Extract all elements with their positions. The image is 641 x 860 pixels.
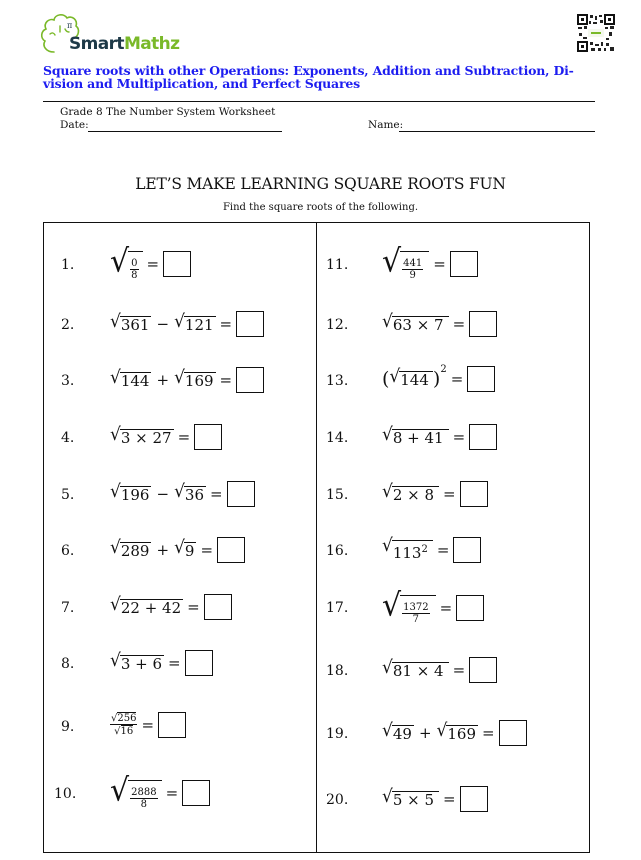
answer-box-3[interactable] [236, 367, 264, 393]
answer-box-12[interactable] [469, 311, 497, 337]
worksheet-subtitle: Grade 8 The Number System Worksheet [60, 106, 276, 118]
problem-number: 11. [326, 257, 349, 273]
problem-12-expression: √ 63 × 7 = [382, 311, 497, 337]
qr-code-icon [577, 14, 615, 52]
answer-box-5[interactable] [227, 481, 255, 507]
problem-14-expression: √ 8 + 41 = [382, 424, 497, 450]
date-field[interactable] [88, 131, 282, 132]
answer-box-10[interactable] [182, 780, 210, 806]
problem-3-expression: √ 144 + √ 169 = [110, 367, 264, 393]
problem-9-expression: $\frac{√256}{√16}$ = [110, 712, 186, 738]
answer-box-15[interactable] [460, 481, 488, 507]
answer-box-11[interactable] [450, 251, 478, 277]
problem-17-expression: √ $\frac{1372}{7}$ = [382, 591, 484, 625]
answer-box-13[interactable] [467, 366, 495, 392]
answer-box-18[interactable] [469, 657, 497, 683]
problem-2-expression: √ 361 − √ 121 = [110, 311, 264, 337]
problem-number: 12. [326, 317, 349, 333]
answer-box-6[interactable] [217, 537, 245, 563]
problem-18-expression: √ 81 × 4 = [382, 657, 497, 683]
problem-number: 14. [326, 430, 349, 446]
worksheet-title: Square roots with other Operations: Exponents, Addition and Subtraction, Di- vision and Multiplication, and Perfect Squares [43, 63, 574, 91]
answer-box-9[interactable] [158, 712, 186, 738]
problem-number: 9. [61, 719, 75, 735]
problem-7-expression: √ 22 + 42 = [110, 594, 232, 620]
qr-code[interactable] [577, 14, 615, 52]
date-label: Date: [60, 119, 89, 131]
answer-box-8[interactable] [185, 650, 213, 676]
problem-13-expression: ( √ 144 ) $^2$ = [382, 366, 495, 392]
name-label: Name: [368, 119, 404, 131]
problem-10-expression: √ $\frac{2888}{8}$ = [110, 776, 210, 810]
name-field[interactable] [399, 131, 595, 132]
answer-box-2[interactable] [236, 311, 264, 337]
answer-box-7[interactable] [204, 594, 232, 620]
worksheet-heading: LET’S MAKE LEARNING SQUARE ROOTS FUN [135, 175, 506, 193]
problem-number: 4. [61, 430, 75, 446]
problem-20-expression: √ 5 × 5 = [382, 786, 488, 812]
problem-number: 3. [61, 373, 75, 389]
answer-box-4[interactable] [194, 424, 222, 450]
radical: √ $\frac{0}{8}$ [110, 247, 143, 281]
problem-8-expression: √ 3 + 6 = [110, 650, 213, 676]
problem-15-expression: √ 2 × 8 = [382, 481, 488, 507]
problem-number: 20. [326, 792, 349, 808]
column-divider [316, 222, 317, 853]
answer-box-19[interactable] [499, 720, 527, 746]
header-rule [43, 101, 595, 102]
problem-number: 5. [61, 487, 75, 503]
problem-19-expression: √ 49 + √ 169 = [382, 720, 527, 746]
answer-box-1[interactable] [163, 251, 191, 277]
problem-number: 1. [61, 257, 75, 273]
problem-11-expression: √ $\frac{441}{9}$ = [382, 247, 478, 281]
answer-box-16[interactable] [453, 537, 481, 563]
problem-number: 17. [326, 600, 349, 616]
answer-box-17[interactable] [456, 595, 484, 621]
problem-4-expression: √ 3 × 27 = [110, 424, 222, 450]
problem-number: 10. [54, 786, 77, 802]
problem-number: 8. [61, 656, 75, 672]
problem-number: 2. [61, 317, 75, 333]
problem-number: 6. [61, 543, 75, 559]
logo-wordmark: SmartMathz [69, 34, 180, 54]
pi-glyph: π [67, 21, 73, 30]
problem-1-expression: √ $\frac{0}{8}$ = [110, 247, 191, 281]
instructions: Find the square roots of the following. [222, 202, 419, 213]
problem-number: 18. [326, 663, 349, 679]
problem-number: 19. [326, 726, 349, 742]
problem-16-expression: √ $113^2$ = [382, 537, 481, 563]
answer-box-20[interactable] [460, 786, 488, 812]
problem-6-expression: √ 289 + √ 9 = [110, 537, 245, 563]
problem-number: 13. [326, 373, 349, 389]
problem-number: 7. [61, 600, 75, 616]
smartmathz-logo [40, 12, 190, 56]
problem-number: 15. [326, 487, 349, 503]
problem-5-expression: √ 196 − √ 36 = [110, 481, 255, 507]
problem-number: 16. [326, 543, 349, 559]
answer-box-14[interactable] [469, 424, 497, 450]
